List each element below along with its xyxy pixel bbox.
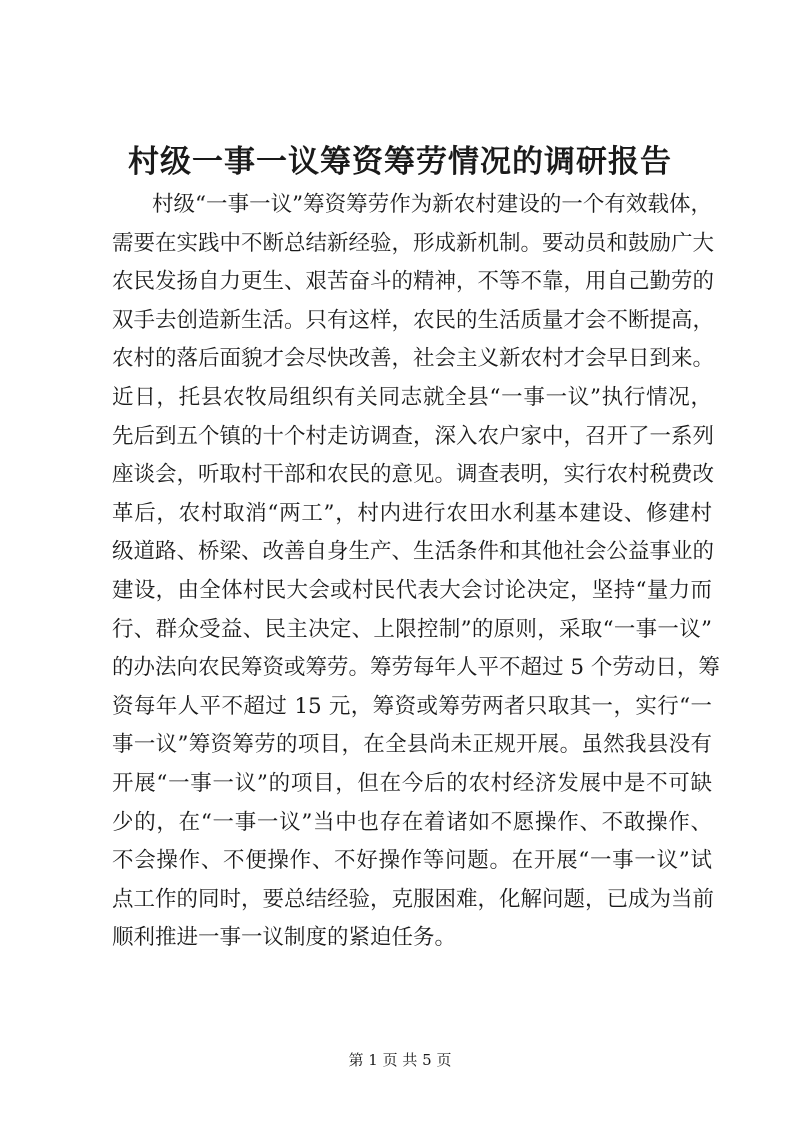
paragraph-line: 点工作的同时，要总结经验，克服困难，化解问题，已成为当前 (112, 886, 715, 912)
paragraph-line: 行、群众受益、民主决定、上限控制”的原则，采取“一事一议” (112, 616, 712, 642)
document-title: 村级一事一议筹资筹劳情况的调研报告 (128, 144, 672, 180)
paragraph-line: 少的，在“一事一议”当中也存在着诸如不愿操作、不敢操作、 (112, 809, 712, 835)
paragraph-line: 级道路、桥梁、改善自身生产、生活条件和其他社会公益事业的 (112, 539, 715, 565)
paragraph-line: 先后到五个镇的十个村走访调查，深入农户家中，召开了一系列 (112, 423, 715, 449)
paragraph-line: 村级“一事一议”筹资筹劳作为新农村建设的一个有效载体， (152, 192, 712, 217)
paragraph-line: 资每年人平不超过 15 元，筹资或筹劳两者只取其一，实行“一 (112, 693, 712, 719)
paragraph-line: 的办法向农民筹资或筹劳。筹劳每年人平不超过 5 个劳动日，筹 (112, 655, 720, 681)
paragraph-line: 双手去创造新生活。只有这样，农民的生活质量才会不断提高， (112, 307, 715, 333)
paragraph-line: 需要在实践中不断总结新经验，形成新机制。要动员和鼓励广大 (112, 230, 715, 256)
paragraph-line: 革后，农村取消“两工”，村内进行农田水利基本建设、修建村 (112, 500, 712, 526)
paragraph-line: 近日，托县农牧局组织有关同志就全县“一事一议”执行情况， (112, 384, 712, 410)
paragraph-line: 建设，由全体村民大会或村民代表大会讨论决定，坚持“量力而 (112, 577, 712, 603)
paragraph-line: 座谈会，听取村干部和农民的意见。调查表明，实行农村税费改 (112, 462, 715, 488)
body-paragraph (112, 186, 720, 958)
paragraph-line: 顺利推进一事一议制度的紧迫任务。 (112, 925, 457, 951)
paragraph-line: 开展“一事一议”的项目，但在今后的农村经济发展中是不可缺 (112, 770, 712, 796)
paragraph-line: 不会操作、不便操作、不好操作等问题。在开展“一事一议”试 (112, 848, 712, 874)
page-number: 第 1 页 共 5 页 (348, 1051, 452, 1069)
paragraph-line: 农民发扬自力更生、艰苦奋斗的精神，不等不靠，用自己勤劳的 (112, 269, 715, 295)
paragraph-line: 农村的落后面貌才会尽快改善，社会主义新农村才会早日到来。 (112, 346, 715, 372)
paragraph-line: 事一议”筹资筹劳的项目，在全县尚未正规开展。虽然我县没有 (112, 732, 712, 758)
